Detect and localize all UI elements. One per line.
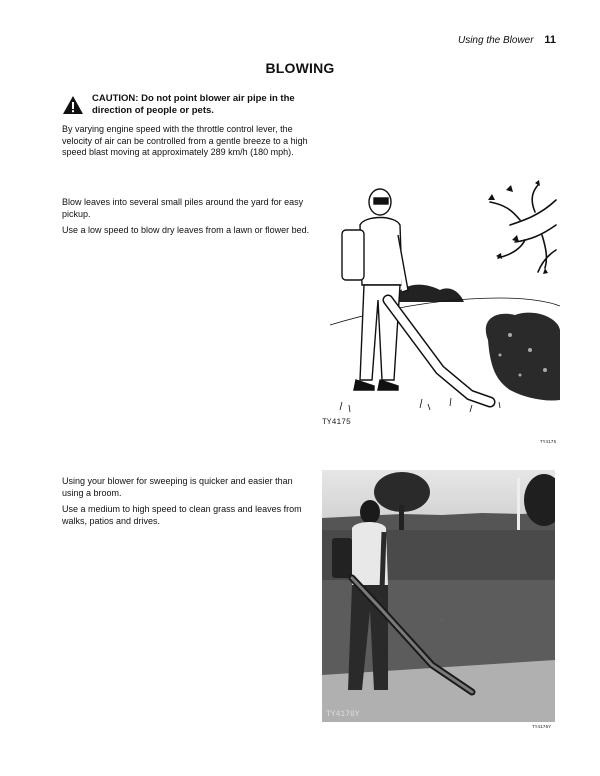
figure-bottom-label: TY4176Y — [326, 710, 360, 719]
photo-walk-blowing — [322, 470, 555, 722]
illustration-lawn-blowing — [320, 180, 560, 430]
section-title: Using the Blower — [457, 35, 534, 46]
caution-notice — [62, 93, 312, 117]
page-header — [458, 34, 556, 46]
sweeping-paragraph: Using your blower for sweeping is quicker and easier than using a broom. — [62, 476, 293, 498]
piles-paragraph: Blow leaves into several small piles around the yard for easy pickup. — [62, 197, 304, 219]
lawn-blowing-drawing — [320, 180, 560, 430]
caution-text: CAUTION: Do not point blower air pipe in the direction of people or pets. — [92, 93, 295, 116]
walk-blowing-photo — [322, 470, 555, 722]
figure-top-label: TY4175 — [322, 418, 351, 427]
warning-triangle-icon — [62, 95, 84, 115]
low-speed-paragraph: Use a low speed to blow dry leaves from a lawn or flower bed. — [62, 225, 310, 235]
page-title: BLOWING — [265, 60, 335, 76]
page-number: 11 — [544, 34, 556, 46]
figure-top-small-label: TY4175 — [540, 440, 557, 445]
medium-speed-paragraph: Use a medium to high speed to clean grass and leaves from walks, patios and drives. — [62, 504, 302, 526]
figure-bottom-small-label: TY4176Y — [532, 725, 551, 730]
speed-paragraph: By varying engine speed with the throttle control lever, the velocity of air can be controlled from a gentle breeze to a high speed blast moving at approximately 289 km/h (180 mph). — [62, 124, 308, 157]
